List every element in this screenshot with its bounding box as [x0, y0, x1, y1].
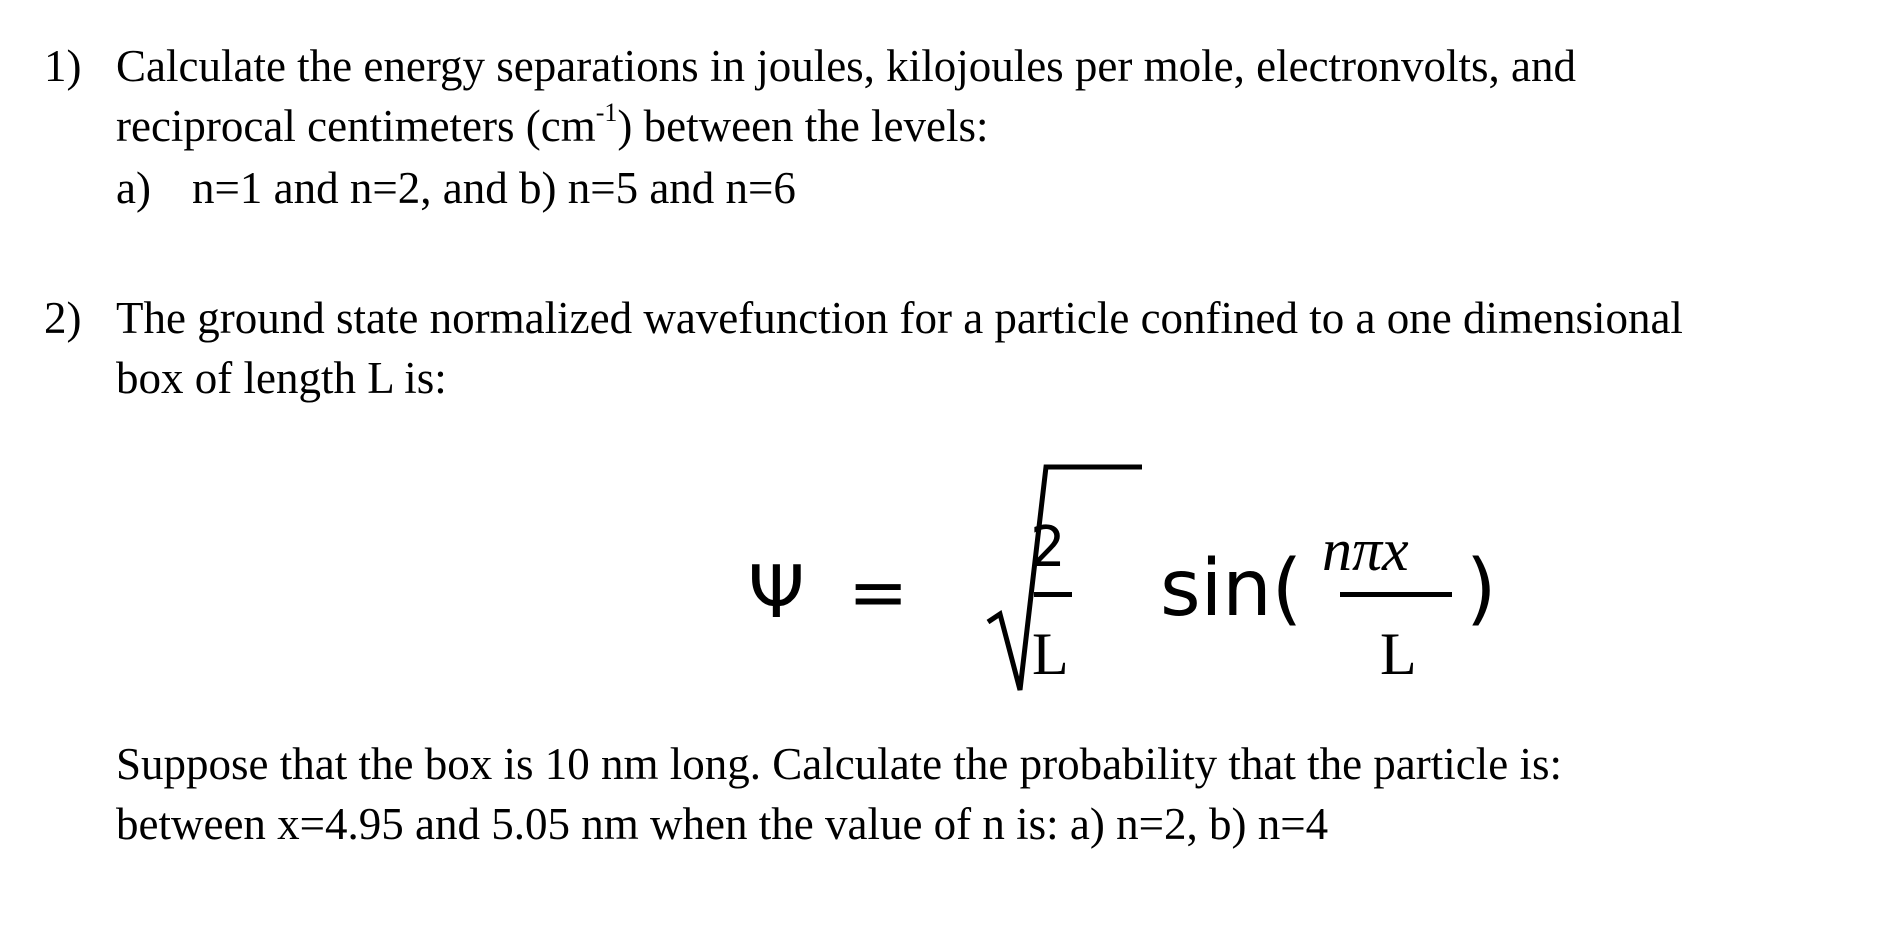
fraction-2-bar [1340, 592, 1452, 597]
sine-function: sin( [1160, 544, 1303, 634]
closing-parenthesis: ) [1466, 544, 1497, 634]
problem-2-line-4: between x=4.95 and 5.05 nm when the value of n is: a) n=2, b) n=4 [116, 799, 1329, 849]
fraction-1-bar [1034, 592, 1072, 597]
problem-2-line-2: box of length L is: [116, 353, 447, 403]
equals-sign: = [848, 550, 909, 634]
problem-1-line-2-before: reciprocal centimeters (cm [116, 101, 596, 151]
fraction-2-denominator: L [1380, 621, 1417, 687]
problem-1-number: 1) [44, 41, 82, 91]
fraction-2-numerator: nπx [1322, 517, 1409, 583]
fraction-1-denominator: L [1032, 621, 1069, 687]
fraction-1-numerator: 2 [1030, 515, 1066, 580]
problem-2-number: 2) [44, 293, 82, 343]
problem-1-part-a-label: a) [116, 163, 151, 213]
psi-symbol: Ψ [748, 550, 805, 634]
problem-1-part-a-text: n=1 and n=2, and b) n=5 and n=6 [192, 163, 796, 213]
problem-1-line-1: Calculate the energy separations in joules, kilojoules per mole, electronvolts, and [116, 41, 1577, 91]
problem-2-line-1: The ground state normalized wavefunction for a particle confined to a one dimensional [116, 293, 1683, 343]
problem-2-line-3: Suppose that the box is 10 nm long. Calculate the probability that the particle is: [116, 739, 1562, 789]
problem-1-superscript: -1 [595, 98, 618, 127]
problem-1-line-2-after: ) between the levels: [617, 101, 989, 151]
